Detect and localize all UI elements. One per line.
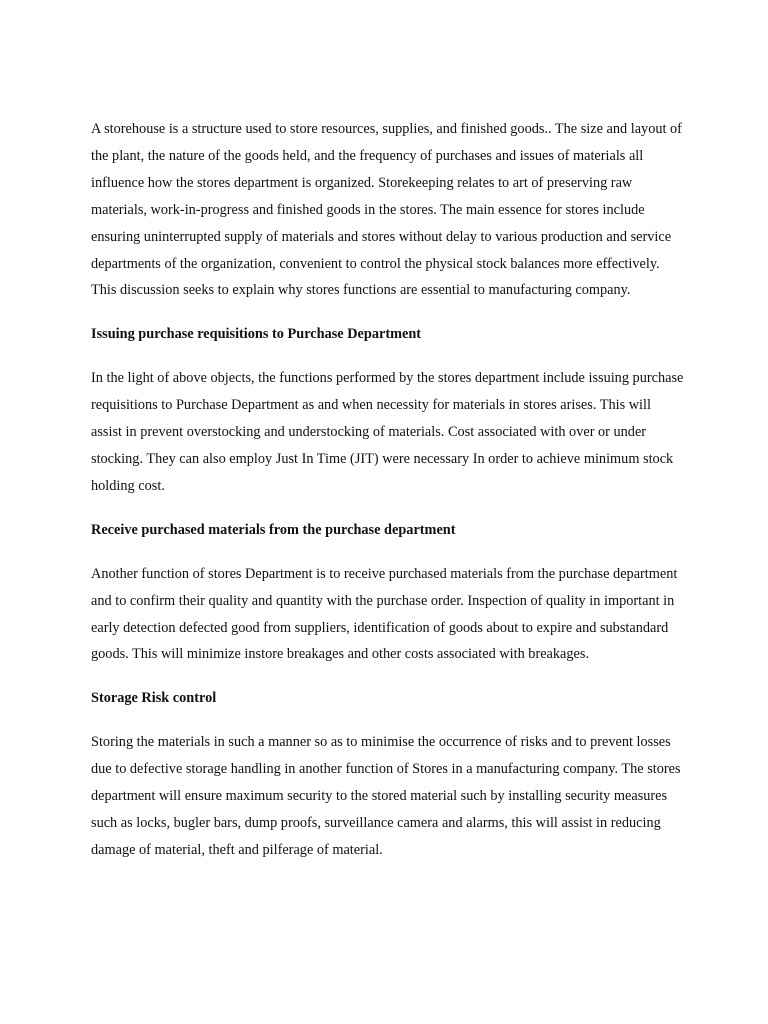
receive-materials-paragraph: Another function of stores Department is to receive purchased materials from the purchase department and to confirm their quality and quantity with the purchase order. Inspection of quality in important in early detection defected good from suppliers, identification of goods about to expire and substandard goods. This will minimize instore breakages and other costs associated with breakages.: [91, 565, 678, 663]
intro-paragraph: A storehouse is a structure used to store resources, supplies, and finished goods.. The size and layout of the plant, the nature of the goods held, and the frequency of purchases and issues of materials all influence how the stores department is organized. Storekeeping relates to art of preserving raw materials, work-in-progress and finished goods in the stores. The main essence for stores include ensuring uninterrupted supply of materials and stores without delay to various production and service departments of the organization, convenient to control the physical stock balances more effectively. This discussion seeks to explain why stores functions are essential to manufacturing company.: [91, 121, 682, 299]
storage-risk-control-paragraph: Storing the materials in such a manner so as to minimise the occurrence of risks and to prevent losses due to defective storage handling in another function of Stores in a manufacturing company. The stores department will ensure maximum security to the stored material such by installing security measures such as locks, bugler bars, dump proofs, surveillance camera and alarms, this will assist in reducing damage of material, theft and pilferage of material.: [91, 734, 681, 858]
purchase-requisitions-paragraph: In the light of above objects, the functions performed by the stores department include issuing purchase requisitions to Purchase Department as and when necessity for materials in stores arises. This will assist in prevent overstocking and understocking of materials. Cost associated with over or under stocking. They can also employ Just In Time (JIT) were necessary In order to achieve minimum stock holding cost.: [91, 370, 684, 494]
section-heading-receive-materials: Receive purchased materials from the purchase department: [91, 521, 456, 538]
section-heading-purchase-requisitions: Issuing purchase requisitions to Purchase Department: [91, 326, 422, 343]
section-heading-storage-risk-control: Storage Risk control: [91, 690, 217, 707]
